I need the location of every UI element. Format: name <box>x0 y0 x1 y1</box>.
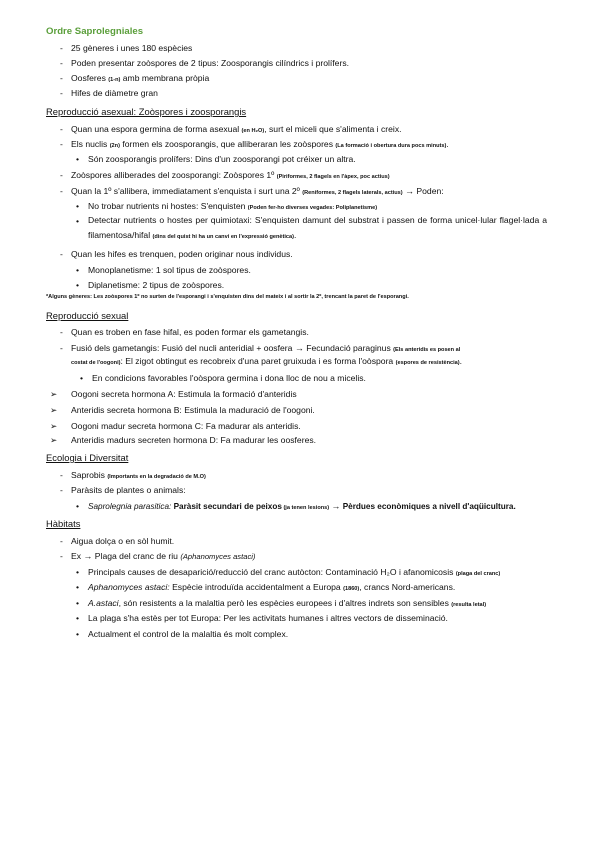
bullet-marker: • <box>76 216 80 226</box>
arrow-icon: → <box>294 343 304 353</box>
dash-marker: - <box>60 485 63 495</box>
sub-list-item <box>88 200 377 214</box>
text: Quan una espora germina de forma asexual <box>71 124 242 134</box>
footnote: *Alguns gèneres: Les zoòspores 1º no surten de l'esporangi i s'enquisten dins del mateix i al sortir la 2º, trencant la paret de l'esporangi. <box>46 294 409 300</box>
list-item: Anteridis madurs secreten hormona D: Fa madurar les oosferes. <box>71 435 317 445</box>
checkmark-arrow-icon: ➢ <box>50 421 58 431</box>
dash-marker: - <box>60 551 63 561</box>
list-item <box>71 72 209 86</box>
small-note: (1-n) <box>108 77 121 83</box>
arrow-icon: → <box>83 551 93 561</box>
list-item: Oogoni secreta hormona A: Estimula la formació d'anteridis <box>71 389 297 399</box>
text: Saprobis <box>71 470 108 480</box>
dash-marker: - <box>60 343 63 353</box>
list-item: Poden presentar zoòspores de 2 tipus: Zoosporangis cilíndrics i prolífers. <box>71 58 350 68</box>
list-item <box>71 185 444 199</box>
sub-list-item <box>88 213 547 244</box>
text: Oosferes <box>71 73 109 83</box>
list-item <box>71 469 206 483</box>
text: . <box>294 229 297 240</box>
dash-marker: - <box>60 88 63 98</box>
bullet-marker: • <box>76 567 80 577</box>
text: Plaga del cranc de riu <box>92 551 181 561</box>
text: Pèrdues econòmiques a nivell d'aqüicultura. <box>340 502 516 511</box>
text: Espècie introduïda accidentalment a Europa <box>169 582 344 592</box>
sub-list-item <box>88 500 516 514</box>
list-item: Paràsits de plantes o animals: <box>71 485 186 495</box>
text: Detectar nutrients o hostes per quimiotaxi: S'enquisten damunt del substrat i passen de forma unicel·lular flagel·lada a filamentosa/hifal <box>88 215 547 240</box>
small-note: (Reniformes, 2 flagels laterals, actius) <box>302 190 403 196</box>
sub-list-item: Diplanetisme: 2 tipus de zoòspores. <box>88 280 225 290</box>
text: Quan la 1º s'allibera, immediatament s'enquista i surt una 2º <box>71 186 303 196</box>
dash-marker: - <box>60 470 63 480</box>
list-item: Quan les hifes es trenquen, poden originar nous individus. <box>71 249 293 259</box>
sub-list-item <box>88 566 500 580</box>
list-item: Quan es troben en fase hifal, es poden formar els gametangis. <box>71 327 309 337</box>
bullet-marker: • <box>76 629 80 639</box>
bullet-marker: • <box>76 201 80 211</box>
bullet-marker: • <box>76 154 80 164</box>
list-item <box>71 123 402 137</box>
text: Poden: <box>414 186 444 196</box>
checkmark-arrow-icon: ➢ <box>50 389 58 399</box>
arrow-icon: → <box>331 501 341 511</box>
dash-marker: - <box>60 327 63 337</box>
dash-marker: - <box>60 139 63 149</box>
sub-list-item <box>88 581 455 595</box>
list-item-continuation <box>71 355 462 369</box>
bullet-marker: • <box>76 582 80 592</box>
dash-marker: - <box>60 124 63 134</box>
species-name: A.astaci <box>88 598 119 608</box>
text: Fusió dels gametangis: Fusió del nucli anteridial + oosfera <box>71 343 295 353</box>
dash-marker: - <box>60 43 63 53</box>
small-note: (dins del quist hi ha un canvi en l'expressió genètica) <box>152 233 295 240</box>
bullet-marker: • <box>80 373 84 383</box>
arrow-icon: → <box>405 186 415 196</box>
list-item <box>71 342 460 356</box>
species-name: (Aphanomyces astaci) <box>180 552 256 561</box>
text: : El zigot obtingut es recobreix d'una paret gruixuda i es forma l'oòspora <box>120 356 396 366</box>
small-note: (plaga del cranc) <box>455 571 501 577</box>
text: formen els zoosporangis, que alliberaran les zoòspores <box>119 139 336 149</box>
checkmark-arrow-icon: ➢ <box>50 435 58 445</box>
small-note: (espores de resistència) <box>395 360 460 366</box>
dash-marker: - <box>60 249 63 259</box>
bullet-marker: • <box>76 501 80 511</box>
checkmark-arrow-icon: ➢ <box>50 405 58 415</box>
small-note: costat de l'oogoni) <box>71 360 121 366</box>
dash-marker: - <box>60 186 63 196</box>
list-item <box>71 138 449 152</box>
small-note: (Poden fer-ho diverses vegades: Poliplanetisme) <box>247 205 378 211</box>
list-item: 25 gèneres i unes 180 espècies <box>71 43 193 53</box>
species-name: Aphanomyces astaci: <box>88 582 170 592</box>
sub-list-item: En condicions favorables l'oòspora germina i dona lloc de nou a micelis. <box>92 373 366 383</box>
list-item: Hifes de diàmetre gran <box>71 88 158 98</box>
dash-marker: - <box>60 170 63 180</box>
sub-list-item: La plaga s'ha estès per tot Europa: Per les activitats humanes i altres vectors de disseminació. <box>88 613 448 623</box>
text: Els nuclis <box>71 139 110 149</box>
bullet-marker: • <box>76 280 80 290</box>
small-note: (La formació i obertura dura pocs minuts) <box>335 143 447 149</box>
text: , surt el miceli que s'alimenta i creix. <box>264 124 402 134</box>
text: No trobar nutrients ni hostes: S'enquisten <box>88 201 248 211</box>
small-note: (2n) <box>109 143 120 149</box>
text: Ex <box>71 551 84 561</box>
sub-list-item <box>88 597 486 611</box>
text: amb membrana pròpia <box>120 73 210 83</box>
list-item <box>71 550 255 563</box>
species-name: Saprolegnia parasitica: <box>88 502 172 511</box>
small-note: (en H₂O) <box>241 128 265 134</box>
document-title: Ordre Saprolegniales <box>46 26 144 37</box>
dash-marker: - <box>60 58 63 68</box>
section-heading-asexual: Reproducció asexual: Zoòspores i zoosporangis <box>46 106 247 117</box>
sub-list-item: Actualment el control de la malaltia és molt complex. <box>88 629 289 639</box>
text: Fecundació paraginus <box>303 343 394 353</box>
small-note: (1860) <box>343 586 360 592</box>
text: . <box>446 139 449 149</box>
small-note: (Piriformes, 2 flagels en l'àpex, poc actius) <box>276 174 390 180</box>
dash-marker: - <box>60 73 63 83</box>
small-note: (resulta letal) <box>451 602 487 608</box>
list-item <box>71 169 390 183</box>
sub-list-item: Són zoosporangis prolífers: Dins d'un zoosporangi pot créixer un altra. <box>88 154 356 164</box>
small-note: (Importants en la degradació de M.O) <box>107 474 206 480</box>
section-heading-sexual: Reproducció sexual <box>46 310 129 321</box>
section-heading-ecology: Ecologia i Diversitat <box>46 452 129 463</box>
list-item: Oogoni madur secreta hormona C: Fa madurar als anteridis. <box>71 421 301 431</box>
bullet-marker: • <box>76 265 80 275</box>
text: , són resistents a la malaltia però les espècies europees i d'altres indrets son sensibles <box>118 598 452 608</box>
text: Principals causes de desaparició/reducció del cranc autòcton: Contaminació H₂O i afanomicosis <box>88 567 456 577</box>
bullet-marker: • <box>76 598 80 608</box>
small-note: (Els anteridis es posen al <box>393 347 461 353</box>
small-note: (ja tenen lesions) <box>281 505 330 511</box>
text: Zoòspores alliberades del zoosporangi: Zoòspores 1º <box>71 170 277 180</box>
list-item: Anteridis secreta hormona B: Estimula la maduració de l'oogoni. <box>71 405 315 415</box>
sub-list-item: Monoplanetisme: 1 sol tipus de zoòspores. <box>88 265 251 275</box>
text: , crancs Nord-americans. <box>359 582 456 592</box>
list-item: Aigua dolça o en sòl humit. <box>71 536 175 546</box>
text: Paràsit secundari de peixos <box>171 502 282 511</box>
section-heading-habitats: Hàbitats <box>46 518 81 529</box>
bullet-marker: • <box>76 613 80 623</box>
dash-marker: - <box>60 536 63 546</box>
text: . <box>459 356 463 366</box>
